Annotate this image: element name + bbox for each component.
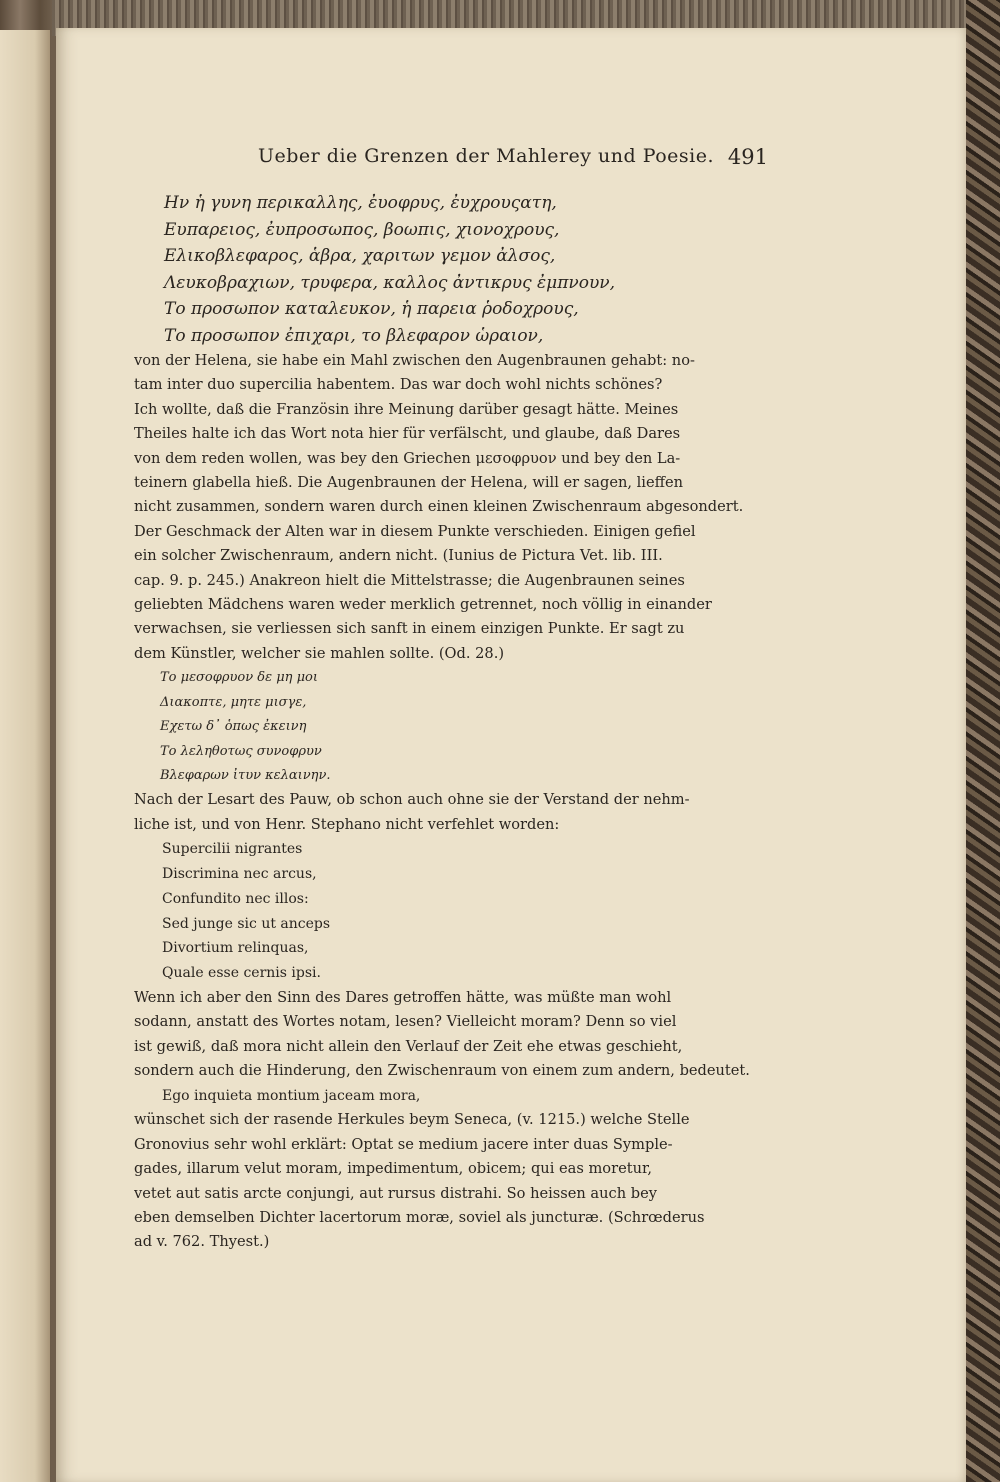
text-line: liche ist, und von Henr. Stephano nicht verfehlet worden: [134,815,560,833]
text-line: gades, illarum velut moram, impedimentum, obicem; qui eas moretur, [134,1160,652,1178]
latin-verse-line: Quale esse cernis ipsi. [162,965,321,982]
text-line: dem Künstler, welcher sie mahlen sollte. (Od. 28.) [134,644,505,662]
text-line: Ich wollte, daß die Französin ihre Meinung darüber gesagt hätte. Meines [134,400,679,418]
marbled-cover-edge [966,0,1000,1482]
greek-verse-line: Διακοπτε, μητε μισγε, [160,694,307,710]
text-line: verwachsen, sie verliessen sich sanft in einem einzigen Punkte. Er sagt zu [134,620,685,638]
latin-verse-line: Discrimina nec arcus, [162,865,317,882]
text-line: ein solcher Zwischenraum, andern nicht. (Iunius de Pictura Vet. lib. III. [134,547,663,565]
greek-verse-block-2 [134,666,770,788]
prose-paragraph-4 [134,1108,770,1254]
text-line: ist gewiß, daß mora nicht allein den Verlauf der Zeit ehe etwas geschieht, [134,1037,683,1055]
greek-verse-line: Ελικοβλεφαρος, ἁβρα, χαριτων γεμον ἀλσος, [164,246,556,266]
text-line: teinern glabella hieß. Die Augenbraunen der Helena, will er sagen, lieffen [134,474,684,492]
text-line: Der Geschmack der Alten war in diesem Punkte verschieden. Einigen gefiel [134,522,696,540]
greek-verse-line: Εχετω δ᾽ ὁπως ἐκεινη [160,719,307,735]
text-line: cap. 9. p. 245.) Anakreon hielt die Mittelstrasse; die Augenbraunen seines [134,571,685,589]
text-line: Gronovius sehr wohl erklärt: Optat se medium jacere inter duas Symple- [134,1135,673,1153]
greek-verse-line: Ευπαρειος, ἐυπροσωπος, βοωπις, χιονοχρους, [164,219,560,240]
running-header [258,145,768,175]
latin-verse-block [134,837,770,986]
left-page-edge [0,30,50,1482]
greek-verse-line: Το μεσοφρυον δε μη μοι [160,670,318,686]
page-number: 491 [727,145,768,169]
text-line: geliebten Mädchens waren weder merklich getrennet, noch völlig in einander [134,596,712,614]
prose-paragraph-2 [134,788,770,837]
latin-verse-line: Divortium relinquas, [162,940,309,957]
text-line: nicht zusammen, sondern waren durch einen kleinen Zwischenraum abgesondert. [134,498,744,516]
text-line: sodann, anstatt des Wortes notam, lesen? Vielleicht moram? Denn so viel [134,1013,677,1031]
text-line: tam inter duo supercilia habentem. Das war doch wohl nichts schönes? [134,376,663,394]
greek-verse-line: Βλεφαρων ἰτυν κελαινην. [160,767,331,783]
greek-verse-block-1 [134,190,770,349]
greek-verse-line: Λευκοβραχιων, τρυφερα, καλλος ἀντικρυς ἐμπνουν, [164,272,616,293]
text-line: sondern auch die Hinderung, den Zwischenraum von einem zum andern, bedeutet. [134,1062,750,1080]
text-line: Wenn ich aber den Sinn des Dares getroffen hätte, was müßte man wohl [134,988,672,1006]
prose-paragraph-1 [134,349,770,666]
latin-quote-line: Ego inquieta montium jaceam mora, [162,1087,421,1104]
latin-verse-line: Confundito nec illos: [162,890,309,907]
latin-verse-line: Supercilii nigrantes [162,841,303,858]
latin-verse-line: Sed junge sic ut anceps [162,915,331,932]
prose-paragraph-3 [134,986,770,1084]
text-line: Nach der Lesart des Pauw, ob schon auch ohne sie der Verstand der nehm- [134,791,690,809]
text-line: vetet aut satis arcte conjungi, aut rursus distrahi. So heissen auch bey [134,1184,657,1202]
running-title: Ueber die Grenzen der Mahlerey und Poesie. [258,145,715,167]
text-line: Theiles halte ich das Wort nota hier für verfälscht, und glaube, daß Dares [134,425,681,443]
greek-verse-line: Το προσωπον καταλευκον, ἡ παρεια ῥοδοχρους, [164,299,579,319]
page-body [134,190,770,1255]
text-line: von dem reden wollen, was bey den Griechen μεσοφρυον und bey den La- [134,449,681,467]
greek-verse-line: Το λεληθοτως συνοφρυν [160,743,322,759]
text-line: von der Helena, sie habe ein Mahl zwischen den Augenbraunen gehabt: no- [134,352,695,369]
text-line: wünschet sich der rasende Herkules beym Seneca, (v. 1215.) welche Stelle [134,1111,690,1129]
text-line: ad v. 762. Thyest.) [134,1233,270,1251]
text-line: eben demselben Dichter lacertorum moræ, soviel als juncturæ. (Schrœderus [134,1208,705,1226]
greek-verse-line: Το προσωπον ἐπιχαρι, το βλεφαρον ὡραιον, [164,325,544,346]
greek-verse-line: Ην ἡ γυνη περικαλλης, ἐυοφρυς, ἐυχρουςατη, [164,193,557,213]
